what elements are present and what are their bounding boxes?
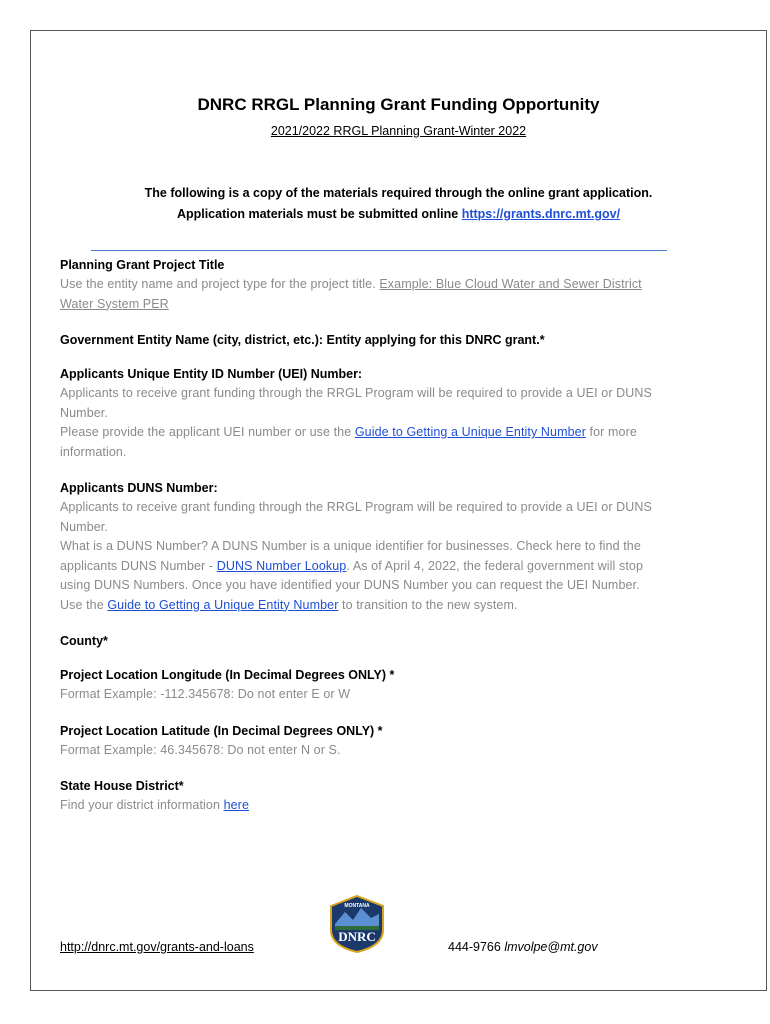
intro-text (31, 183, 766, 225)
project-title-example: Example: Blue Cloud Water and Sewer District Water System PER (60, 277, 642, 311)
duns-help-p2 (60, 537, 656, 615)
duns-help-p1: Applicants to receive grant funding through the RRGL Program will be required to provide a UEI or DUNS Number. (60, 500, 652, 534)
intro-line-2-text: Application materials must be submitted online (176, 207, 462, 221)
project-title-heading: Planning Grant Project Title (60, 258, 225, 272)
document-subtitle: 2021/2022 RRGL Planning Grant-Winter 2022 (270, 124, 527, 138)
intro-line-2 (31, 204, 766, 225)
duns-lookup-link[interactable]: DUNS Number Lookup (216, 558, 347, 573)
uei-help-p1: Applicants to receive grant funding through the RRGL Program will be required to provide a UEI or DUNS Number. (60, 386, 652, 420)
duns-help-p2-suffix: to transition to the new system. (338, 597, 518, 612)
document-title: DNRC RRGL Planning Grant Funding Opportunity (197, 95, 600, 114)
section-project-title (60, 255, 656, 314)
uei-heading: Applicants Unique Entity ID Number (UEI) Number: (60, 367, 363, 381)
latitude-help: Format Example: 46.345678: Do not enter N or S. (60, 742, 341, 757)
dnrc-logo-icon (327, 894, 387, 954)
project-title-help (60, 275, 656, 314)
house-district-help-text: Find your district information (60, 798, 224, 812)
footer-contact (448, 940, 598, 954)
logo-main-text: DNRC (338, 929, 376, 944)
uei-help-p2 (60, 423, 656, 462)
intro-line-1: The following is a copy of the materials required through the online grant application. (144, 186, 653, 200)
project-title-help-text: Use the entity name and project type for the project title. (60, 277, 380, 291)
duns-heading: Applicants DUNS Number: (60, 481, 218, 495)
section-government-entity (60, 330, 656, 350)
uei-help-p2-text: Please provide the applicant UEI number or use the (60, 425, 355, 439)
uei-help-p2-suffix: for more information. (60, 425, 637, 459)
section-longitude (60, 665, 656, 705)
section-divider (91, 250, 667, 251)
duns-help (60, 498, 656, 615)
logo-top-text: MONTANA (344, 903, 370, 909)
form-sections (60, 255, 656, 832)
uei-guide-link[interactable]: Guide to Getting a Unique Entity Number (354, 425, 586, 439)
section-house-district (60, 776, 656, 816)
latitude-heading: Project Location Latitude (In Decimal Degrees ONLY) * (60, 723, 383, 738)
section-uei (60, 364, 656, 462)
section-county (60, 631, 656, 651)
house-district-help (60, 796, 656, 816)
house-district-link[interactable]: here (223, 798, 249, 812)
house-district-heading: State House District* (60, 779, 184, 793)
footer-email: lmvolpe@mt.gov (504, 940, 598, 954)
duns-uei-guide-link[interactable]: Guide to Getting a Unique Entity Number (107, 597, 339, 612)
longitude-help: Format Example: -112.345678: Do not enter E or W (60, 687, 351, 701)
duns-help-p2-text: What is a DUNS Number? A DUNS Number is a unique identifier for businesses. Check here to find the applicants DUNS Number - (60, 539, 641, 573)
footer-phone: 444-9766 (448, 940, 505, 954)
uei-help (60, 384, 656, 462)
grants-portal-link[interactable]: https://grants.dnrc.mt.gov/ (461, 207, 621, 221)
county-heading: County* (60, 634, 108, 648)
footer-link[interactable]: http://dnrc.mt.gov/grants-and-loans (60, 940, 254, 954)
government-entity-heading: Government Entity Name (city, district, etc.): Entity applying for this DNRC grant.* (60, 333, 545, 347)
longitude-heading: Project Location Longitude (In Decimal Degrees ONLY) * (60, 668, 395, 682)
section-latitude (60, 721, 656, 761)
duns-help-p2-mid: . As of April 4, 2022, the federal government will stop using DUNS Numbers. Once you have identified your DUNS Number you can request the UEI Number. Use the (60, 558, 643, 612)
section-duns (60, 478, 656, 615)
